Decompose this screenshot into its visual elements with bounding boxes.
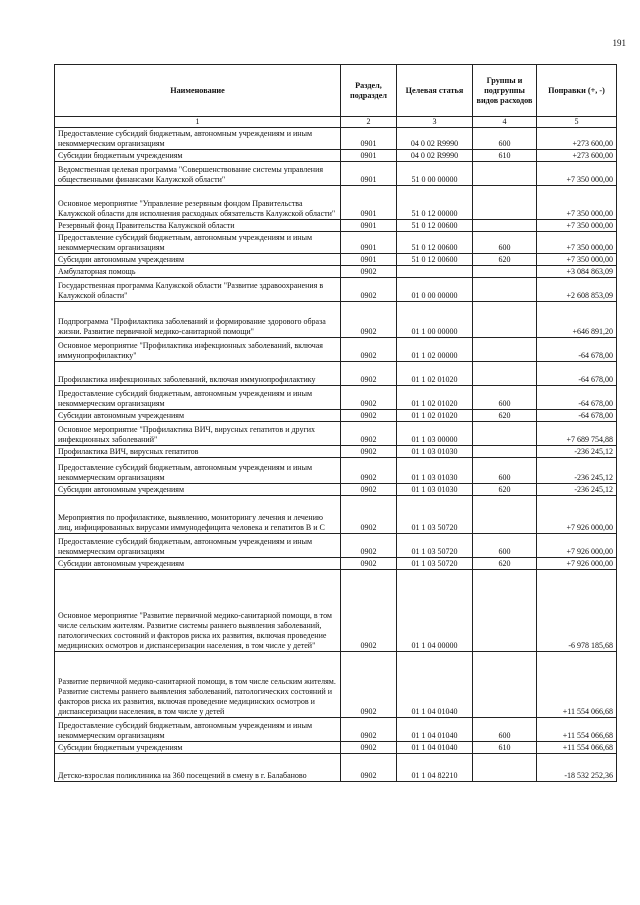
row-amount: +273 600,00 bbox=[537, 150, 617, 162]
column-number: 1 bbox=[55, 117, 341, 128]
row-target: 51 0 12 00600 bbox=[397, 220, 473, 232]
row-target: 01 1 02 01020 bbox=[397, 362, 473, 386]
row-amount: -6 978 185,68 bbox=[537, 570, 617, 652]
row-amount: -236 245,12 bbox=[537, 484, 617, 496]
row-name: Мероприятия по профилактике, выявлению, мониторингу лечения и лечению лиц, инфицированных вирусами иммунодефицита человека и гепатитов B и C bbox=[55, 496, 341, 534]
row-name: Резервный фонд Правительства Калужской области bbox=[55, 220, 341, 232]
row-section: 0902 bbox=[341, 484, 397, 496]
row-section: 0902 bbox=[341, 278, 397, 302]
row-amount: +7 350 000,00 bbox=[537, 186, 617, 220]
row-section: 0902 bbox=[341, 422, 397, 446]
row-amount: +646 891,20 bbox=[537, 302, 617, 338]
row-section: 0901 bbox=[341, 128, 397, 150]
table-row bbox=[55, 534, 617, 558]
row-name: Развитие первичной медико-санитарной помощи, в том числе сельским жителям. Развитие системы раннего выявления заболеваний, патологических состояний и факторов риска их развития, включая проведение медицинских осмотров и диспансеризации населения, в том числе у детей bbox=[55, 652, 341, 718]
column-number: 5 bbox=[537, 117, 617, 128]
budget-amendments-table bbox=[54, 64, 617, 782]
row-group bbox=[473, 186, 537, 220]
row-group: 600 bbox=[473, 458, 537, 484]
row-section: 0902 bbox=[341, 718, 397, 742]
row-name: Субсидии бюджетным учреждениям bbox=[55, 742, 341, 754]
row-name: Государственная программа Калужской области "Развитие здравоохранения в Калужской области" bbox=[55, 278, 341, 302]
row-name: Основное мероприятие "Профилактика ВИЧ, вирусных гепатитов и других инфекционных заболеваний" bbox=[55, 422, 341, 446]
row-group: 620 bbox=[473, 254, 537, 266]
row-target: 01 1 02 01020 bbox=[397, 410, 473, 422]
row-name: Субсидии автономным учреждениям bbox=[55, 558, 341, 570]
row-section: 0902 bbox=[341, 570, 397, 652]
row-name: Подпрограмма "Профилактика заболеваний и формирование здорового образа жизни. Развитие первичной медико-санитарной помощи" bbox=[55, 302, 341, 338]
table-row bbox=[55, 742, 617, 754]
row-amount: +11 554 066,68 bbox=[537, 652, 617, 718]
row-section: 0901 bbox=[341, 150, 397, 162]
row-group bbox=[473, 362, 537, 386]
row-group: 600 bbox=[473, 386, 537, 410]
table-row bbox=[55, 362, 617, 386]
row-group bbox=[473, 278, 537, 302]
row-group bbox=[473, 162, 537, 186]
table-row bbox=[55, 754, 617, 782]
column-number-row bbox=[55, 117, 617, 128]
row-name: Предоставление субсидий бюджетным, автономным учреждениям и иным некоммерческим организациям bbox=[55, 232, 341, 254]
row-group: 600 bbox=[473, 534, 537, 558]
row-amount: -236 245,12 bbox=[537, 446, 617, 458]
table-row bbox=[55, 496, 617, 534]
row-section: 0902 bbox=[341, 534, 397, 558]
table-row bbox=[55, 422, 617, 446]
row-group bbox=[473, 754, 537, 782]
row-name: Детско-взрослая поликлиника на 360 посещений в смену в г. Балабаново bbox=[55, 754, 341, 782]
row-group bbox=[473, 302, 537, 338]
row-amount: +7 926 000,00 bbox=[537, 534, 617, 558]
row-group: 600 bbox=[473, 718, 537, 742]
row-amount: +2 608 853,09 bbox=[537, 278, 617, 302]
row-amount: +7 350 000,00 bbox=[537, 254, 617, 266]
row-target: 01 1 02 01020 bbox=[397, 386, 473, 410]
row-target: 01 1 03 01030 bbox=[397, 484, 473, 496]
row-amount: -236 245,12 bbox=[537, 458, 617, 484]
row-amount: +7 350 000,00 bbox=[537, 232, 617, 254]
row-group: 610 bbox=[473, 150, 537, 162]
row-target: 01 1 02 00000 bbox=[397, 338, 473, 362]
row-amount: +7 926 000,00 bbox=[537, 496, 617, 534]
row-target: 01 1 03 01030 bbox=[397, 446, 473, 458]
row-amount: -64 678,00 bbox=[537, 410, 617, 422]
row-section: 0901 bbox=[341, 186, 397, 220]
table-row bbox=[55, 410, 617, 422]
row-amount: +7 689 754,88 bbox=[537, 422, 617, 446]
row-name: Основное мероприятие "Управление резервным фондом Правительства Калужской области для исполнения расходных обязательств Калужской области" bbox=[55, 186, 341, 220]
table-row bbox=[55, 278, 617, 302]
row-section: 0902 bbox=[341, 742, 397, 754]
row-section: 0901 bbox=[341, 232, 397, 254]
row-group: 620 bbox=[473, 484, 537, 496]
row-amount: +7 350 000,00 bbox=[537, 220, 617, 232]
row-section: 0902 bbox=[341, 496, 397, 534]
table-row bbox=[55, 558, 617, 570]
row-section: 0902 bbox=[341, 446, 397, 458]
row-section: 0902 bbox=[341, 338, 397, 362]
row-name: Субсидии автономным учреждениям bbox=[55, 410, 341, 422]
table-row bbox=[55, 254, 617, 266]
row-section: 0902 bbox=[341, 754, 397, 782]
row-group bbox=[473, 446, 537, 458]
row-name: Предоставление субсидий бюджетным, автономным учреждениям и иным некоммерческим организациям bbox=[55, 386, 341, 410]
row-section: 0902 bbox=[341, 558, 397, 570]
column-header-group: Группы и подгруппы видов расходов bbox=[473, 65, 537, 117]
row-section: 0902 bbox=[341, 266, 397, 278]
table-row bbox=[55, 220, 617, 232]
row-name: Субсидии бюджетным учреждениям bbox=[55, 150, 341, 162]
row-amount: -64 678,00 bbox=[537, 386, 617, 410]
row-group: 600 bbox=[473, 128, 537, 150]
column-number: 2 bbox=[341, 117, 397, 128]
row-target: 51 0 12 00000 bbox=[397, 186, 473, 220]
table-row bbox=[55, 150, 617, 162]
row-group bbox=[473, 652, 537, 718]
row-group: 610 bbox=[473, 742, 537, 754]
row-name: Основное мероприятие "Профилактика инфекционных заболеваний, включая иммунопрофилактику" bbox=[55, 338, 341, 362]
row-name: Амбулаторная помощь bbox=[55, 266, 341, 278]
row-group bbox=[473, 266, 537, 278]
row-group: 620 bbox=[473, 558, 537, 570]
row-section: 0902 bbox=[341, 386, 397, 410]
row-amount: -18 532 252,36 bbox=[537, 754, 617, 782]
table-row bbox=[55, 338, 617, 362]
row-target: 01 1 04 01040 bbox=[397, 652, 473, 718]
table-row bbox=[55, 652, 617, 718]
table-row bbox=[55, 128, 617, 150]
row-amount: -64 678,00 bbox=[537, 338, 617, 362]
table-row bbox=[55, 386, 617, 410]
row-group: 620 bbox=[473, 410, 537, 422]
table-header-row bbox=[55, 65, 617, 117]
row-target: 01 1 03 50720 bbox=[397, 558, 473, 570]
table-row bbox=[55, 484, 617, 496]
row-target bbox=[397, 266, 473, 278]
row-target: 01 1 03 50720 bbox=[397, 496, 473, 534]
row-amount: +11 554 066,68 bbox=[537, 742, 617, 754]
row-amount: +7 350 000,00 bbox=[537, 162, 617, 186]
row-target: 51 0 12 00600 bbox=[397, 254, 473, 266]
row-target: 01 1 04 01040 bbox=[397, 718, 473, 742]
row-section: 0901 bbox=[341, 220, 397, 232]
row-name: Предоставление субсидий бюджетным, автономным учреждениям и иным некоммерческим организациям bbox=[55, 128, 341, 150]
row-amount: +273 600,00 bbox=[537, 128, 617, 150]
row-name: Профилактика инфекционных заболеваний, включая иммунопрофилактику bbox=[55, 362, 341, 386]
table-row bbox=[55, 186, 617, 220]
row-name: Предоставление субсидий бюджетным, автономным учреждениям и иным некоммерческим организациям bbox=[55, 534, 341, 558]
table-row bbox=[55, 162, 617, 186]
row-section: 0902 bbox=[341, 302, 397, 338]
row-amount: +11 554 066,68 bbox=[537, 718, 617, 742]
table-row bbox=[55, 232, 617, 254]
row-section: 0902 bbox=[341, 362, 397, 386]
row-group bbox=[473, 220, 537, 232]
row-group: 600 bbox=[473, 232, 537, 254]
row-target: 04 0 02 R9990 bbox=[397, 150, 473, 162]
row-group bbox=[473, 496, 537, 534]
row-name: Основное мероприятие "Развитие первичной медико-санитарной помощи, в том числе сельским жителям. Развитие системы раннего выявления заболеваний, патологических состояний и факторов риска их развития, включая проведение медицинских осмотров и диспансеризации населения, в том числе у детей" bbox=[55, 570, 341, 652]
row-target: 51 0 12 00600 bbox=[397, 232, 473, 254]
row-group bbox=[473, 422, 537, 446]
column-header-target: Целевая статья bbox=[397, 65, 473, 117]
table-row bbox=[55, 446, 617, 458]
row-target: 01 1 03 50720 bbox=[397, 534, 473, 558]
page-number: 191 bbox=[612, 38, 626, 48]
row-target: 51 0 00 00000 bbox=[397, 162, 473, 186]
row-group bbox=[473, 570, 537, 652]
row-section: 0902 bbox=[341, 410, 397, 422]
row-section: 0902 bbox=[341, 458, 397, 484]
column-header-section: Раздел, подраздел bbox=[341, 65, 397, 117]
row-section: 0901 bbox=[341, 162, 397, 186]
column-number: 4 bbox=[473, 117, 537, 128]
table-row bbox=[55, 302, 617, 338]
row-target: 01 0 00 00000 bbox=[397, 278, 473, 302]
row-name: Предоставление субсидий бюджетным, автономным учреждениям и иным некоммерческим организациям bbox=[55, 718, 341, 742]
row-name: Субсидии автономным учреждениям bbox=[55, 254, 341, 266]
row-group bbox=[473, 338, 537, 362]
row-target: 01 1 04 00000 bbox=[397, 570, 473, 652]
row-target: 01 1 04 82210 bbox=[397, 754, 473, 782]
row-name: Ведомственная целевая программа "Совершенствование системы управления общественными финансами Калужской области" bbox=[55, 162, 341, 186]
row-name: Субсидии автономным учреждениям bbox=[55, 484, 341, 496]
row-target: 01 1 03 00000 bbox=[397, 422, 473, 446]
table-row bbox=[55, 266, 617, 278]
row-amount: +3 084 863,09 bbox=[537, 266, 617, 278]
row-name: Профилактика ВИЧ, вирусных гепатитов bbox=[55, 446, 341, 458]
row-section: 0901 bbox=[341, 254, 397, 266]
row-amount: +7 926 000,00 bbox=[537, 558, 617, 570]
row-amount: -64 678,00 bbox=[537, 362, 617, 386]
table-row bbox=[55, 570, 617, 652]
column-header-amount: Поправки (+, -) bbox=[537, 65, 617, 117]
column-header-name: Наименование bbox=[55, 65, 341, 117]
row-name: Предоставление субсидий бюджетным, автономным учреждениям и иным некоммерческим организациям bbox=[55, 458, 341, 484]
column-number: 3 bbox=[397, 117, 473, 128]
row-target: 01 1 00 00000 bbox=[397, 302, 473, 338]
row-target: 01 1 04 01040 bbox=[397, 742, 473, 754]
row-section: 0902 bbox=[341, 652, 397, 718]
row-target: 04 0 02 R9990 bbox=[397, 128, 473, 150]
table-row bbox=[55, 718, 617, 742]
row-target: 01 1 03 01030 bbox=[397, 458, 473, 484]
table-row bbox=[55, 458, 617, 484]
